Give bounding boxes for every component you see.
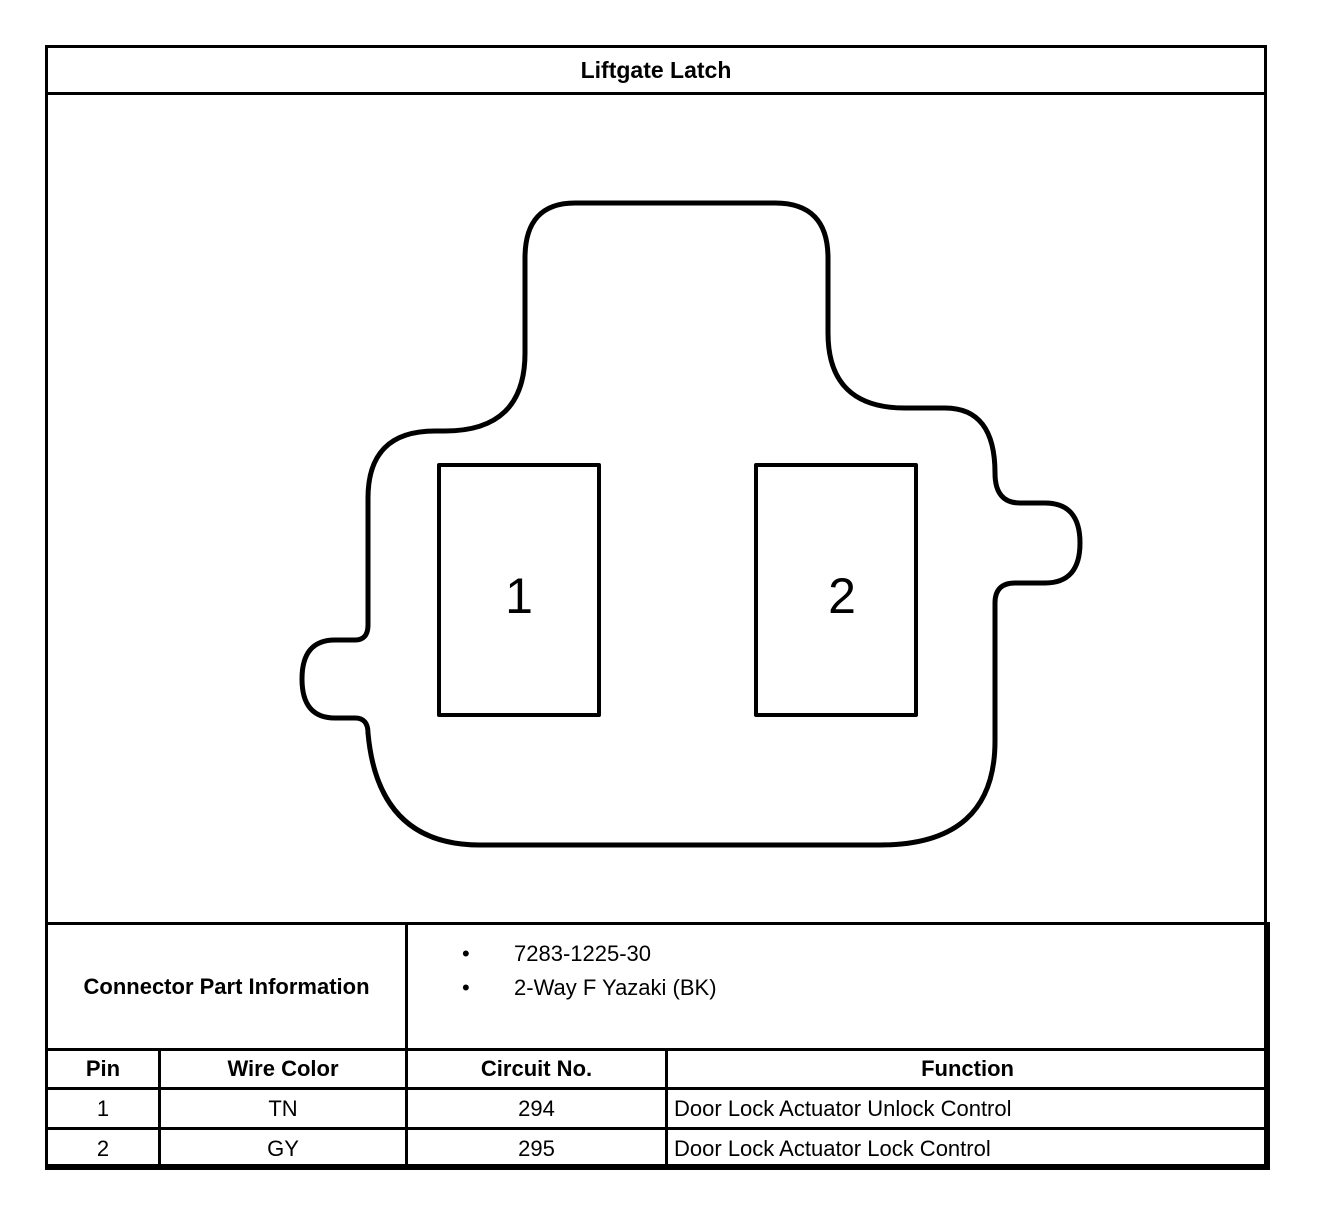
connector-outline xyxy=(302,203,1080,845)
connector-info-item: • 7283-1225-30 xyxy=(462,937,1267,971)
column-header-circuit: Circuit No. xyxy=(407,1050,667,1089)
table-header-row xyxy=(47,1050,1269,1089)
connector-info-list xyxy=(408,937,1267,1005)
connector-diagram xyxy=(48,95,1264,922)
connector-info-label: Connector Part Information xyxy=(47,924,407,1050)
connector-info-item: • 2-Way F Yazaki (BK) xyxy=(462,971,1267,1005)
column-header-pin: Pin xyxy=(47,1050,160,1089)
connector-table xyxy=(45,922,1270,1170)
bullet-icon: • xyxy=(462,941,470,966)
function-cell: Door Lock Actuator Lock Control xyxy=(667,1129,1269,1169)
pin-cell: 1 xyxy=(47,1089,160,1129)
circuit-cell: 294 xyxy=(407,1089,667,1129)
circuit-cell: 295 xyxy=(407,1129,667,1169)
bullet-icon: • xyxy=(462,975,470,1000)
connector-sheet xyxy=(45,45,1267,1167)
table-row xyxy=(47,1089,1269,1129)
cavity-2-label: 2 xyxy=(828,568,856,624)
wire-color-cell: GY xyxy=(160,1129,407,1169)
wire-color-cell: TN xyxy=(160,1089,407,1129)
pin-cell: 2 xyxy=(47,1129,160,1169)
connector-info-values xyxy=(407,924,1269,1050)
cavity-1-label: 1 xyxy=(505,568,533,624)
connector-face-svg xyxy=(48,95,1264,922)
page-title: Liftgate Latch xyxy=(48,48,1264,95)
table-row xyxy=(47,1129,1269,1169)
connector-info-row xyxy=(47,924,1269,1050)
column-header-wire-color: Wire Color xyxy=(160,1050,407,1089)
function-cell: Door Lock Actuator Unlock Control xyxy=(667,1089,1269,1129)
column-header-function: Function xyxy=(667,1050,1269,1089)
